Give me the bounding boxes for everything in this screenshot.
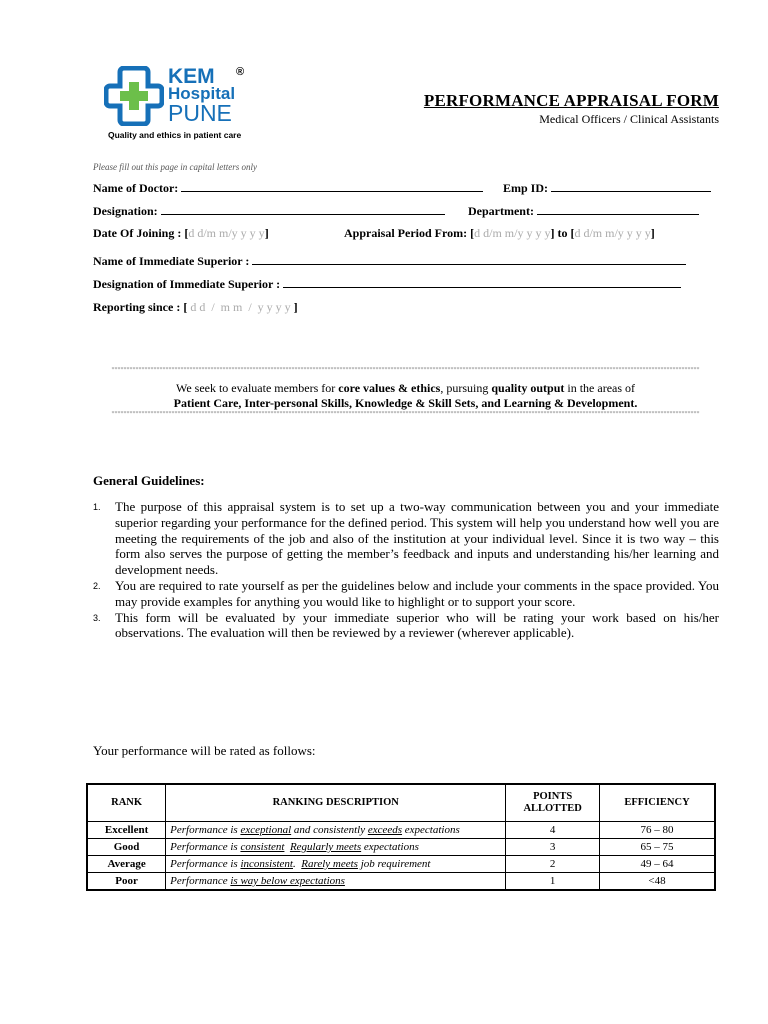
description-cell: Performance is inconsistent. Rarely meets job requirement [166,856,506,873]
rank-cell: Good [87,839,166,856]
immediate-superior-label: Name of Immediate Superior : [93,254,250,268]
emp-id-row [503,180,711,196]
emp-id-input[interactable] [551,180,711,192]
guideline-item: 3. This form will be evaluated by your immediate superior who will be rating your work based on his/her observations. The evaluation will then be reviewed by a reviewer (wherever applicable). [93,609,719,641]
superior-designation-row [93,276,681,292]
form-subtitle: Medical Officers / Clinical Assistants [539,112,719,126]
rank-cell: Excellent [87,822,166,839]
points-cell: 4 [506,822,600,839]
table-header-row [87,784,715,822]
header-efficiency: EFFICIENCY [599,784,715,822]
designation-label: Designation: [93,204,158,218]
description-cell: Performance is exceptional and consistently exceeds expectations [166,822,506,839]
rating-table [86,783,716,891]
date-of-joining-input[interactable]: d d/m m/y y y y [188,226,265,240]
appraisal-period-label: Appraisal Period From: [344,226,468,240]
guidelines-heading: General Guidelines: [93,473,205,488]
superior-designation-input[interactable] [283,276,681,288]
appraisal-period-row: Appraisal Period From: [d d/m m/y y y y] to [d d/m m/y y y y] [344,226,655,240]
header-description: RANKING DESCRIPTION [166,784,506,822]
rank-cell: Average [87,856,166,873]
reporting-since-row: Reporting since : [ d d / m m / y y y y ] [93,300,298,314]
efficiency-cell: 49 – 64 [599,856,715,873]
doctor-name-label: Name of Doctor: [93,181,179,195]
designation-input[interactable] [161,203,445,215]
logo-tagline: Quality and ethics in patient care [108,130,242,140]
efficiency-cell: 76 – 80 [599,822,715,839]
description-cell: Performance is consistent Regularly meets expectations [166,839,506,856]
guidelines-list [93,499,719,641]
doctor-name-row [93,180,483,196]
hospital-logo [104,66,284,146]
fill-instruction: Please fill out this page in capital letters only [93,162,257,172]
medical-cross-icon [104,66,164,126]
table-row [87,839,715,856]
immediate-superior-input[interactable] [252,253,686,265]
efficiency-cell: <48 [599,873,715,891]
logo-name-kem: KEM [168,65,215,88]
efficiency-cell: 65 – 75 [599,839,715,856]
table-row [87,856,715,873]
department-row [468,203,699,219]
reporting-since-label: Reporting since : [93,300,181,314]
points-cell: 1 [506,873,600,891]
date-of-joining-label: Date Of Joining : [93,226,182,240]
logo-name-pune: PUNE [168,100,232,126]
top-divider: **************************************************************************************************************************************************************************************************** [111,367,700,373]
header-rank: RANK [87,784,166,822]
points-cell: 3 [506,839,600,856]
guideline-item: 1. The purpose of this appraisal system is to set up a two-way communication between you and your immediate superior regarding your performance for the defined period. This system will help you understand how well you are meeting the requirements of the job and also of the institution at your individual level. Since it is two way – this form also serves the purpose of getting the member’s feedback and inputs and understanding his/her learning and development needs. [93,499,719,578]
intro-line-1: We seek to evaluate members for core values & ethics, pursuing quality output in the areas of [175,381,636,395]
appraisal-from-input[interactable]: d d/m m/y y y y [474,226,551,240]
date-of-joining-row: Date Of Joining : [d d/m m/y y y y] [93,226,269,240]
points-cell: 2 [506,856,600,873]
department-label: Department: [468,204,534,218]
description-cell: Performance is way below expectations [166,873,506,891]
intro-line-2: Patient Care, Inter-personal Skills, Knowledge & Skill Sets, and Learning & Development. [173,396,638,410]
immediate-superior-row [93,253,686,269]
table-row [87,822,715,839]
superior-designation-label: Designation of Immediate Superior : [93,277,281,291]
guideline-item: 2. You are required to rate yourself as per the guidelines below and include your comments in the space provided. You may provide examples for anything you would like to highlight or to support your score. [93,577,719,609]
reporting-since-input[interactable]: d d / m m / y y y y [190,300,291,314]
appraisal-to-input[interactable]: d d/m m/y y y y [574,226,651,240]
rating-intro: Your performance will be rated as follows: [93,743,316,758]
logo-name-hospital: Hospital [168,84,236,103]
rank-cell: Poor [87,873,166,891]
designation-row [93,203,445,219]
bottom-divider: **************************************************************************************************************************************************************************************************** [111,411,700,417]
table-row [87,873,715,891]
registered-mark: ® [236,66,245,78]
header-points: POINTS ALLOTTED [506,784,600,822]
form-title: PERFORMANCE APPRAISAL FORM [423,91,719,110]
to-label: to [557,226,568,240]
department-input[interactable] [537,203,699,215]
doctor-name-input[interactable] [181,180,483,192]
emp-id-label: Emp ID: [503,181,549,195]
